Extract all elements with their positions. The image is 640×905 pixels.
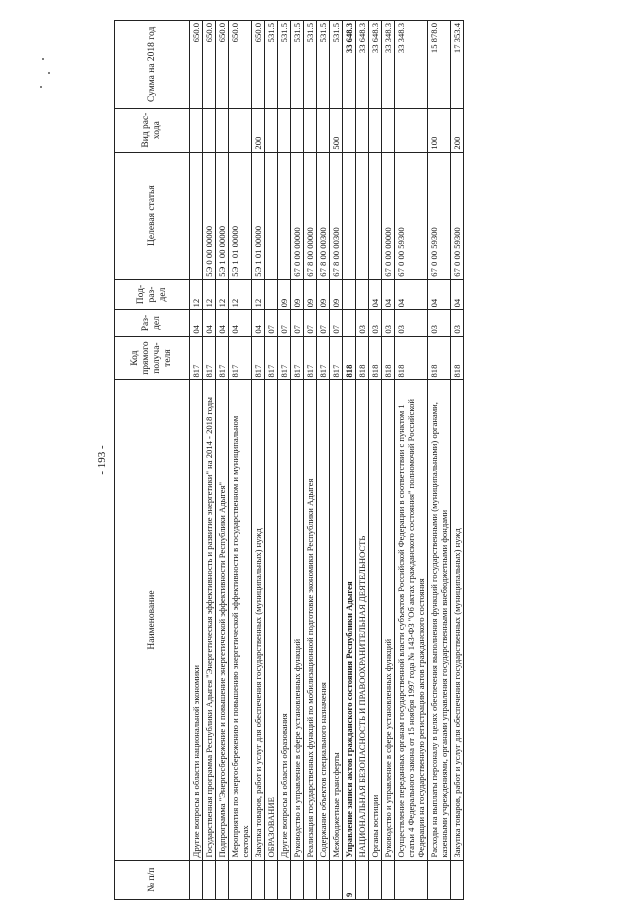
table-cell-target	[190, 152, 203, 279]
table-cell-subsection: 04	[395, 279, 428, 310]
table-row	[451, 21, 464, 900]
table-body	[190, 21, 464, 900]
table-cell-expense: 200	[252, 108, 265, 152]
table-cell-target	[369, 152, 382, 279]
table-cell-sum: 531.5	[291, 21, 304, 109]
table-cell-section: 07	[265, 310, 278, 336]
header-subsection: Под-раз-дел	[115, 279, 190, 310]
table-cell-num	[252, 860, 265, 899]
table-cell-num	[382, 860, 395, 899]
table-cell-code: 818	[343, 336, 356, 380]
table-cell-code: 817	[330, 336, 343, 380]
table-cell-sum: 650.0	[216, 21, 229, 109]
table-cell-code: 818	[428, 336, 451, 380]
table-cell-subsection: 09	[330, 279, 343, 310]
table-cell-num	[304, 860, 317, 899]
table-cell-sum: 33 648.3	[343, 21, 356, 109]
header-name: Наименование	[115, 380, 190, 860]
table-cell-code: 818	[369, 336, 382, 380]
table-cell-expense	[229, 108, 252, 152]
table-cell-sum: 650.0	[229, 21, 252, 109]
table-cell-section: 03	[382, 310, 395, 336]
table-row	[428, 21, 451, 900]
table-cell-subsection: 12	[252, 279, 265, 310]
table-cell-sum: 650.0	[252, 21, 265, 109]
table-cell-section: 03	[395, 310, 428, 336]
table-cell-target: 67 8 00 00300	[317, 152, 330, 279]
table-cell-name: Руководство и управление в сфере установленных функций	[382, 380, 395, 860]
header-num: № п/п	[115, 860, 190, 899]
table-cell-section: 07	[317, 310, 330, 336]
table-cell-code: 817	[304, 336, 317, 380]
table-cell-num	[291, 860, 304, 899]
table-cell-name: Государственная программа Республики Адыгея "Энергетическая эффективность и развитие энергетики" на 2014 - 2018 годы	[203, 380, 216, 860]
table-cell-code: 818	[382, 336, 395, 380]
table-cell-subsection: 04	[428, 279, 451, 310]
table-cell-num: 9	[343, 860, 356, 899]
table-cell-sum: 531.5	[330, 21, 343, 109]
table-cell-expense	[304, 108, 317, 152]
table-cell-target: 67 8 00 00000	[304, 152, 317, 279]
header-code: Код прямого получа-теля	[115, 336, 190, 380]
table-cell-subsection: 12	[229, 279, 252, 310]
table-cell-sum: 531.5	[317, 21, 330, 109]
table-row	[369, 21, 382, 900]
table-cell-name: Реализация государственных функций по мобилизационной подготовке экономики Республики Адыгея	[304, 380, 317, 860]
table-row	[265, 21, 278, 900]
table-cell-expense	[317, 108, 330, 152]
table-cell-num	[190, 860, 203, 899]
table-cell-code: 817	[278, 336, 291, 380]
table-cell-target: 67 8 00 00300	[330, 152, 343, 279]
table-cell-code: 817	[252, 336, 265, 380]
table-cell-subsection: 04	[369, 279, 382, 310]
table-cell-target: 67 0 00 59300	[395, 152, 428, 279]
table-cell-section: 04	[216, 310, 229, 336]
table-cell-section: 04	[252, 310, 265, 336]
table-cell-subsection: 12	[216, 279, 229, 310]
table-cell-num	[278, 860, 291, 899]
table-cell-subsection: 04	[451, 279, 464, 310]
table-cell-section: 04	[203, 310, 216, 336]
table-cell-expense: 200	[451, 108, 464, 152]
table-cell-subsection: 12	[190, 279, 203, 310]
scan-dot	[40, 86, 42, 88]
table-cell-sum: 531.5	[278, 21, 291, 109]
table-cell-section	[343, 310, 356, 336]
table-cell-name: Другие вопросы в области национальной экономики	[190, 380, 203, 860]
table-cell-name: Расходы на выплаты персоналу в целях обеспечения выполнения функций государственными (муниципальными) органами, казенными учреждениями, органами управления государственными внебюджетными фондами	[428, 380, 451, 860]
table-cell-sum: 650.0	[203, 21, 216, 109]
table-cell-name: Другие вопросы в области образования	[278, 380, 291, 860]
table-cell-expense	[291, 108, 304, 152]
table-cell-section: 07	[278, 310, 291, 336]
header-target: Целевая статья	[115, 152, 190, 279]
table-cell-target: 5Э 0 00 00000	[203, 152, 216, 279]
table-cell-expense: 500	[330, 108, 343, 152]
table-row	[304, 21, 317, 900]
table-cell-sum: 33 348.3	[395, 21, 428, 109]
table-cell-subsection: 04	[382, 279, 395, 310]
table-cell-code: 817	[317, 336, 330, 380]
table-cell-name: Руководство и управление в сфере установленных функций	[291, 380, 304, 860]
table-cell-code: 817	[203, 336, 216, 380]
table-cell-name: Закупка товаров, работ и услуг для обеспечения государственных (муниципальных) нужд	[252, 380, 265, 860]
table-row	[291, 21, 304, 900]
table-cell-name: Межбюджетные трансферты	[330, 380, 343, 860]
table-cell-code: 818	[395, 336, 428, 380]
table-cell-subsection: 09	[278, 279, 291, 310]
table-cell-section: 04	[229, 310, 252, 336]
table-cell-section: 04	[190, 310, 203, 336]
table-cell-sum: 15 878.0	[428, 21, 451, 109]
table-cell-name: Закупка товаров, работ и услуг для обеспечения государственных (муниципальных) нужд	[451, 380, 464, 860]
table-cell-num	[216, 860, 229, 899]
table-row	[356, 21, 369, 900]
table-cell-expense	[343, 108, 356, 152]
table-cell-target: 67 0 00 00000	[382, 152, 395, 279]
table-cell-sum: 33 348.3	[382, 21, 395, 109]
table-cell-target	[343, 152, 356, 279]
table-cell-code: 818	[451, 336, 464, 380]
table-cell-expense	[216, 108, 229, 152]
table-cell-expense	[203, 108, 216, 152]
table-row	[252, 21, 265, 900]
table-cell-sum: 17 353.4	[451, 21, 464, 109]
table-cell-target: 67 0 00 00000	[291, 152, 304, 279]
table-cell-name: Содержание объектов специального назначения	[317, 380, 330, 860]
table-row	[317, 21, 330, 900]
table-row	[229, 21, 252, 900]
table-cell-name: НАЦИОНАЛЬНАЯ БЕЗОПАСНОСТЬ И ПРАВООХРАНИТЕЛЬНАЯ ДЕЯТЕЛЬНОСТЬ	[356, 380, 369, 860]
table-cell-subsection	[265, 279, 278, 310]
table-cell-target: 67 0 00 59300	[428, 152, 451, 279]
table-cell-subsection: 09	[317, 279, 330, 310]
page-number: - 193 -	[96, 445, 108, 475]
table-cell-num	[356, 860, 369, 899]
table-cell-section: 03	[356, 310, 369, 336]
scan-dot	[42, 58, 44, 60]
table-cell-sum: 650.0	[190, 21, 203, 109]
table-cell-num	[330, 860, 343, 899]
table-cell-name: Подпрограмма "Энергосбережение и повышение энергетической эффективности Республики Адыгея"	[216, 380, 229, 860]
table-cell-sum: 531.5	[265, 21, 278, 109]
table-cell-expense	[265, 108, 278, 152]
table-cell-target: 67 0 00 59300	[451, 152, 464, 279]
table-cell-code: 818	[356, 336, 369, 380]
table-cell-subsection	[356, 279, 369, 310]
table-cell-name: Мероприятия по энергосбережению и повышению энергетической эффективности в государственном и муниципальном секторах	[229, 380, 252, 860]
table-cell-expense	[382, 108, 395, 152]
table-cell-expense: 100	[428, 108, 451, 152]
table-cell-target	[356, 152, 369, 279]
table-cell-expense	[369, 108, 382, 152]
table-cell-code: 817	[216, 336, 229, 380]
table-cell-section: 07	[291, 310, 304, 336]
table-cell-subsection	[343, 279, 356, 310]
table-cell-target: 5Э 1 00 00000	[216, 152, 229, 279]
table-cell-target: 5Э 1 01 00000	[252, 152, 265, 279]
table-row	[216, 21, 229, 900]
table-header-row	[115, 21, 190, 900]
budget-table	[114, 20, 464, 900]
header-sum: Сумма на 2018 год	[115, 21, 190, 109]
table-cell-section: 07	[304, 310, 317, 336]
table-cell-expense	[190, 108, 203, 152]
rotated-document	[96, 20, 570, 900]
table-cell-num	[369, 860, 382, 899]
table-cell-sum: 33 648.3	[369, 21, 382, 109]
table-cell-target	[278, 152, 291, 279]
table-cell-section: 03	[428, 310, 451, 336]
table-cell-subsection: 12	[203, 279, 216, 310]
table-cell-num	[265, 860, 278, 899]
table-cell-num	[428, 860, 451, 899]
table-cell-num	[203, 860, 216, 899]
header-section: Раз-дел	[115, 310, 190, 336]
table-cell-section: 07	[330, 310, 343, 336]
header-expense: Вид рас-хода	[115, 108, 190, 152]
table-cell-target	[265, 152, 278, 279]
table-row	[203, 21, 216, 900]
table-row	[382, 21, 395, 900]
table-cell-subsection: 09	[291, 279, 304, 310]
table-cell-expense	[278, 108, 291, 152]
table-row	[278, 21, 291, 900]
table-cell-code: 817	[229, 336, 252, 380]
table-cell-num	[395, 860, 428, 899]
table-row	[395, 21, 428, 900]
table-cell-name: ОБРАЗОВАНИЕ	[265, 380, 278, 860]
table-cell-sum: 33 648.3	[356, 21, 369, 109]
table-row	[330, 21, 343, 900]
table-cell-code: 817	[291, 336, 304, 380]
table-cell-name: Органы юстиции	[369, 380, 382, 860]
table-cell-code: 817	[265, 336, 278, 380]
table-cell-num	[317, 860, 330, 899]
table-cell-code: 817	[190, 336, 203, 380]
scan-dot	[48, 72, 50, 74]
table-cell-sum: 531.5	[304, 21, 317, 109]
table-cell-expense	[395, 108, 428, 152]
table-cell-num	[451, 860, 464, 899]
table-cell-expense	[356, 108, 369, 152]
table-cell-section: 03	[369, 310, 382, 336]
table-cell-target: 5Э 1 01 00000	[229, 152, 252, 279]
table-cell-num	[229, 860, 252, 899]
table-cell-section: 03	[451, 310, 464, 336]
table-cell-name: Осуществление переданных органам государственной власти субъектов Российской Федерации в соответствии с пунктом 1 статьи 4 Федерального закона от 15 ноября 1997 года № 143-ФЗ "Об актах гражданского состояния" полномочий Российской Федерации на государственную регистрацию актов гражданского состояния	[395, 380, 428, 860]
table-cell-subsection: 09	[304, 279, 317, 310]
table-row	[343, 21, 356, 900]
table-cell-name: Управление записи актов гражданского состояния Республики Адыгея	[343, 380, 356, 860]
table-row	[190, 21, 203, 900]
